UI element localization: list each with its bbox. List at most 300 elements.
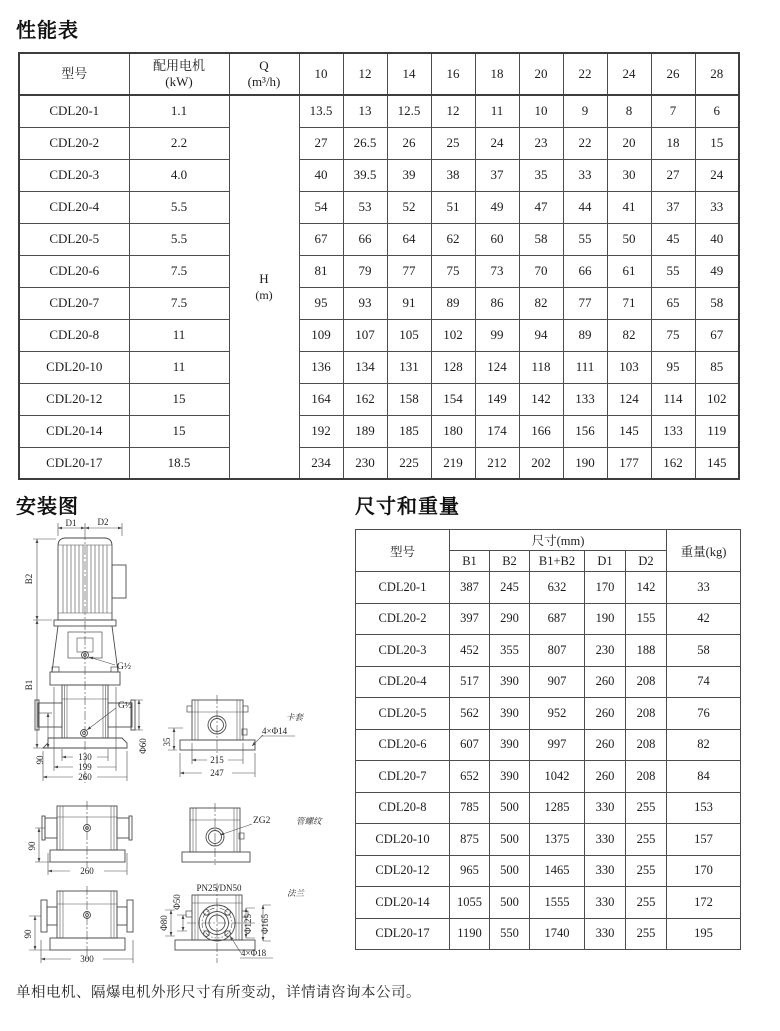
dimension-value-cell: 188 <box>626 635 667 667</box>
head-value-cell: 11 <box>475 95 519 127</box>
model-cell: CDL20-12 <box>19 383 129 415</box>
motor-kw-cell: 4.0 <box>129 159 229 191</box>
head-value-cell: 185 <box>387 415 431 447</box>
pipe-thread-labels <box>253 816 323 826</box>
dimensions-row <box>356 572 741 604</box>
pipe-thread-label: 管螺纹 <box>296 816 322 826</box>
head-value-cell: 136 <box>299 351 343 383</box>
head-value-cell: 79 <box>343 255 387 287</box>
dimension-value-cell: 255 <box>626 887 667 919</box>
g-half-port-1-label: G½ <box>117 662 131 672</box>
phi125-label: Φ125 <box>243 913 253 935</box>
flow-value-header: 14 <box>387 53 431 95</box>
dimension-value-cell: 387 <box>450 572 490 604</box>
dimension-value-cell: 330 <box>585 887 626 919</box>
weight-value-cell: 157 <box>667 824 741 856</box>
dimensions-header-row-1 <box>356 530 741 551</box>
motor-kw-cell: 2.2 <box>129 127 229 159</box>
head-value-cell: 124 <box>475 351 519 383</box>
performance-row <box>19 319 739 351</box>
head-value-cell: 219 <box>431 447 475 479</box>
head-value-cell: 66 <box>563 255 607 287</box>
weight-value-cell: 33 <box>667 572 741 604</box>
head-value-cell: 60 <box>475 223 519 255</box>
weight-value-cell: 195 <box>667 918 741 950</box>
dimension-value-cell: 807 <box>530 635 585 667</box>
motor-kw-cell: 15 <box>129 415 229 447</box>
dimensions-row <box>356 792 741 824</box>
dimension-value-cell: 170 <box>585 572 626 604</box>
dimension-value-cell: 190 <box>585 603 626 635</box>
dimension-value-cell: 255 <box>626 918 667 950</box>
dimension-value-cell: 500 <box>490 887 530 919</box>
dimension-value-cell: 260 <box>585 761 626 793</box>
head-value-cell: 35 <box>519 159 563 191</box>
model-cell: CDL20-5 <box>19 223 129 255</box>
head-value-cell: 111 <box>563 351 607 383</box>
head-value-cell: 174 <box>475 415 519 447</box>
weight-value-cell: 74 <box>667 666 741 698</box>
dimensions-row <box>356 761 741 793</box>
motor-kw-cell: 5.5 <box>129 223 229 255</box>
head-value-cell: 189 <box>343 415 387 447</box>
head-value-cell: 45 <box>651 223 695 255</box>
model-cell: CDL20-3 <box>19 159 129 191</box>
head-value-cell: 33 <box>563 159 607 191</box>
head-value-cell: 149 <box>475 383 519 415</box>
flow-value-header: 28 <box>695 53 739 95</box>
head-value-cell: 119 <box>695 415 739 447</box>
dimension-value-cell: 965 <box>450 855 490 887</box>
bolt-4x18-label: 4×Φ18 <box>241 948 267 958</box>
dimension-value-cell: 155 <box>626 603 667 635</box>
clamp-connection-view <box>168 695 295 777</box>
dimensions-table <box>355 529 741 950</box>
dimension-value-cell: 952 <box>530 698 585 730</box>
g-half-port-2-label: G½ <box>118 701 132 711</box>
head-value-cell: 145 <box>607 415 651 447</box>
head-value-cell: 39.5 <box>343 159 387 191</box>
dimension-value-cell: 652 <box>450 761 490 793</box>
flow-value-header: 24 <box>607 53 651 95</box>
head-value-cell: 40 <box>695 223 739 255</box>
weight-value-cell: 42 <box>667 603 741 635</box>
head-value-cell: 85 <box>695 351 739 383</box>
head-value-cell: 55 <box>651 255 695 287</box>
head-value-cell: 12.5 <box>387 95 431 127</box>
head-value-cell: 49 <box>695 255 739 287</box>
head-value-cell: 102 <box>431 319 475 351</box>
base-view-260 <box>35 801 132 875</box>
head-value-cell: 55 <box>563 223 607 255</box>
dimension-value-cell: 390 <box>490 698 530 730</box>
motor-col-header: 配用电机 (kW) <box>129 53 229 95</box>
head-value-cell: 225 <box>387 447 431 479</box>
dim-215-label: 215 <box>210 755 224 765</box>
head-value-cell: 37 <box>651 191 695 223</box>
dimensions-row <box>356 666 741 698</box>
dimension-value-cell: 1190 <box>450 918 490 950</box>
dimension-value-cell: 907 <box>530 666 585 698</box>
performance-section-title: 性能表 <box>16 20 79 42</box>
model-cell: CDL20-17 <box>356 918 450 950</box>
clamp-type-label: 卡套 <box>286 712 304 722</box>
dimension-value-cell: 330 <box>585 824 626 856</box>
head-value-cell: 13.5 <box>299 95 343 127</box>
head-value-cell: 128 <box>431 351 475 383</box>
head-value-cell: 41 <box>607 191 651 223</box>
head-value-cell: 26.5 <box>343 127 387 159</box>
dimension-value-cell: 1042 <box>530 761 585 793</box>
head-value-cell: 95 <box>299 287 343 319</box>
col-header-b1: B1 <box>450 551 490 572</box>
head-value-cell: 82 <box>519 287 563 319</box>
performance-row <box>19 223 739 255</box>
head-value-cell: 40 <box>299 159 343 191</box>
head-value-cell: 12 <box>431 95 475 127</box>
head-value-cell: 131 <box>387 351 431 383</box>
head-value-cell: 75 <box>431 255 475 287</box>
dimension-value-cell: 255 <box>626 792 667 824</box>
head-value-cell: 33 <box>695 191 739 223</box>
dim-d1-label: D1 <box>65 518 77 528</box>
head-value-cell: 105 <box>387 319 431 351</box>
dimension-value-cell: 290 <box>490 603 530 635</box>
head-value-cell: 50 <box>607 223 651 255</box>
performance-row <box>19 191 739 223</box>
dim-group-header: 尺寸(mm) <box>450 530 667 551</box>
dimension-value-cell: 500 <box>490 855 530 887</box>
head-value-cell: 65 <box>651 287 695 319</box>
bolt-4x14-label: 4×Φ14 <box>262 726 288 736</box>
dim-phi60-label: Φ60 <box>138 738 148 754</box>
col-header-d1: D1 <box>585 551 626 572</box>
head-value-cell: 25 <box>431 127 475 159</box>
head-value-cell: 164 <box>299 383 343 415</box>
clamp-view-labels <box>162 712 305 778</box>
model-cell: CDL20-8 <box>19 319 129 351</box>
dimension-value-cell: 1555 <box>530 887 585 919</box>
dimensions-table-body <box>356 572 741 950</box>
phi165-label: Φ165 <box>260 913 270 935</box>
dimensions-row <box>356 729 741 761</box>
head-value-cell: 158 <box>387 383 431 415</box>
head-value-cell: 134 <box>343 351 387 383</box>
head-value-cell: 49 <box>475 191 519 223</box>
dimension-value-cell: 245 <box>490 572 530 604</box>
performance-row <box>19 159 739 191</box>
dimension-value-cell: 632 <box>530 572 585 604</box>
dimensions-row <box>356 698 741 730</box>
dimension-value-cell: 208 <box>626 761 667 793</box>
phi50-label: Φ50 <box>172 894 182 910</box>
head-value-cell: 94 <box>519 319 563 351</box>
head-value-cell: 47 <box>519 191 563 223</box>
head-value-cell: 27 <box>299 127 343 159</box>
head-value-cell: 38 <box>431 159 475 191</box>
dimension-value-cell: 260 <box>585 698 626 730</box>
flow-value-header: 20 <box>519 53 563 95</box>
flange-view-labels <box>159 883 306 958</box>
head-value-cell: 22 <box>563 127 607 159</box>
dimension-value-cell: 1465 <box>530 855 585 887</box>
dimension-value-cell: 330 <box>585 855 626 887</box>
dim-199-label: 199 <box>78 762 92 772</box>
head-value-cell: 142 <box>519 383 563 415</box>
dimension-value-cell: 390 <box>490 666 530 698</box>
dimension-value-cell: 255 <box>626 855 667 887</box>
dimension-value-cell: 550 <box>490 918 530 950</box>
model-cell: CDL20-4 <box>356 666 450 698</box>
head-value-cell: 66 <box>343 223 387 255</box>
dimension-value-cell: 997 <box>530 729 585 761</box>
head-value-cell: 162 <box>651 447 695 479</box>
head-value-cell: 124 <box>607 383 651 415</box>
head-value-cell: 107 <box>343 319 387 351</box>
weight-value-cell: 170 <box>667 855 741 887</box>
phi80-label: Φ80 <box>159 915 169 931</box>
col-header-d2: D2 <box>626 551 667 572</box>
performance-row <box>19 383 739 415</box>
installation-section-title: 安装图 <box>16 496 79 518</box>
zg2-label: ZG2 <box>253 816 271 826</box>
head-value-cell: 82 <box>607 319 651 351</box>
performance-header-row <box>19 53 739 95</box>
dimension-value-cell: 500 <box>490 824 530 856</box>
dim-model-col-header: 型号 <box>356 530 450 572</box>
motor-kw-cell: 1.1 <box>129 95 229 127</box>
model-cell: CDL20-2 <box>356 603 450 635</box>
model-cell: CDL20-4 <box>19 191 129 223</box>
head-value-cell: 53 <box>343 191 387 223</box>
motor-kw-cell: 18.5 <box>129 447 229 479</box>
dimension-value-cell: 330 <box>585 792 626 824</box>
weight-value-cell: 76 <box>667 698 741 730</box>
dim-b1-label: B1 <box>24 679 34 691</box>
pump-front-view <box>35 531 135 783</box>
model-cell: CDL20-7 <box>19 287 129 319</box>
head-value-cell: 24 <box>695 159 739 191</box>
head-value-cell: 26 <box>387 127 431 159</box>
flow-value-header: 22 <box>563 53 607 95</box>
dimension-value-cell: 1740 <box>530 918 585 950</box>
dimension-value-cell: 355 <box>490 635 530 667</box>
dimension-value-cell: 500 <box>490 792 530 824</box>
head-value-cell: 9 <box>563 95 607 127</box>
dimensions-row <box>356 824 741 856</box>
head-value-cell: 192 <box>299 415 343 447</box>
motor-kw-cell: 7.5 <box>129 255 229 287</box>
pn25-dn50-label: PN25/DN50 <box>196 883 242 893</box>
dimension-value-cell: 255 <box>626 824 667 856</box>
head-value-cell: 77 <box>387 255 431 287</box>
head-value-cell: 102 <box>695 383 739 415</box>
dimension-value-cell: 260 <box>585 729 626 761</box>
head-value-cell: 103 <box>607 351 651 383</box>
performance-table-body <box>19 95 739 479</box>
head-value-cell: 64 <box>387 223 431 255</box>
dimension-value-cell: 517 <box>450 666 490 698</box>
model-cell: CDL20-8 <box>356 792 450 824</box>
head-value-cell: 73 <box>475 255 519 287</box>
performance-row <box>19 95 739 127</box>
dimension-value-cell: 875 <box>450 824 490 856</box>
head-value-cell: 52 <box>387 191 431 223</box>
head-value-cell: 133 <box>563 383 607 415</box>
flange-type-label: 法兰 <box>287 888 305 898</box>
head-value-cell: 99 <box>475 319 519 351</box>
head-value-cell: 37 <box>475 159 519 191</box>
model-cell: CDL20-1 <box>19 95 129 127</box>
installation-diagram <box>15 515 360 985</box>
head-value-cell: 95 <box>651 351 695 383</box>
bot-dim-90-label: 90 <box>23 929 33 939</box>
head-value-cell: 190 <box>563 447 607 479</box>
flow-value-header: 16 <box>431 53 475 95</box>
performance-row <box>19 287 739 319</box>
bot-dim-300-label: 300 <box>80 954 94 964</box>
dimension-value-cell: 208 <box>626 666 667 698</box>
head-value-cell: 234 <box>299 447 343 479</box>
dimension-value-cell: 452 <box>450 635 490 667</box>
dimension-value-cell: 785 <box>450 792 490 824</box>
dim-130-label: 130 <box>78 752 92 762</box>
head-value-cell: 91 <box>387 287 431 319</box>
head-value-cell: 27 <box>651 159 695 191</box>
footnote-text: 单相电机、隔爆电机外形尺寸有所变动，详情请咨询本公司。 <box>16 985 421 1001</box>
head-value-cell: 44 <box>563 191 607 223</box>
head-value-cell: 58 <box>695 287 739 319</box>
weight-col-header: 重量(kg) <box>667 530 741 572</box>
head-value-cell: 212 <box>475 447 519 479</box>
motor-kw-cell: 11 <box>129 319 229 351</box>
head-value-cell: 109 <box>299 319 343 351</box>
head-value-cell: 71 <box>607 287 651 319</box>
mid-dim-260-label: 260 <box>80 866 94 876</box>
flow-col-header: Q (m³/h) <box>229 53 299 95</box>
col-header-b2: B2 <box>490 551 530 572</box>
dimension-value-cell: 397 <box>450 603 490 635</box>
head-unit-merged-cell: H (m) <box>229 95 299 479</box>
performance-row <box>19 127 739 159</box>
dimensions-row <box>356 918 741 950</box>
dimension-value-cell: 562 <box>450 698 490 730</box>
head-value-cell: 93 <box>343 287 387 319</box>
head-value-cell: 61 <box>607 255 651 287</box>
dimension-value-cell: 142 <box>626 572 667 604</box>
head-value-cell: 51 <box>431 191 475 223</box>
head-value-cell: 67 <box>299 223 343 255</box>
head-value-cell: 77 <box>563 287 607 319</box>
head-value-cell: 202 <box>519 447 563 479</box>
head-value-cell: 180 <box>431 415 475 447</box>
head-value-cell: 154 <box>431 383 475 415</box>
motor-kw-cell: 5.5 <box>129 191 229 223</box>
dimension-value-cell: 230 <box>585 635 626 667</box>
head-value-cell: 118 <box>519 351 563 383</box>
head-value-cell: 39 <box>387 159 431 191</box>
dimension-value-cell: 330 <box>585 918 626 950</box>
head-value-cell: 67 <box>695 319 739 351</box>
base-view-300 <box>29 886 133 963</box>
dim-35-label: 35 <box>162 737 172 747</box>
head-value-cell: 13 <box>343 95 387 127</box>
model-cell: CDL20-12 <box>356 855 450 887</box>
model-cell: CDL20-6 <box>356 729 450 761</box>
model-cell: CDL20-7 <box>356 761 450 793</box>
performance-row <box>19 255 739 287</box>
performance-row <box>19 415 739 447</box>
head-value-cell: 177 <box>607 447 651 479</box>
model-cell: CDL20-5 <box>356 698 450 730</box>
dimension-value-cell: 390 <box>490 761 530 793</box>
flow-value-header: 12 <box>343 53 387 95</box>
head-value-cell: 8 <box>607 95 651 127</box>
dim-247-label: 247 <box>210 768 224 778</box>
model-cell: CDL20-14 <box>19 415 129 447</box>
head-value-cell: 162 <box>343 383 387 415</box>
dim-b2-label: B2 <box>24 573 34 585</box>
head-value-cell: 114 <box>651 383 695 415</box>
dimension-value-cell: 208 <box>626 729 667 761</box>
head-value-cell: 230 <box>343 447 387 479</box>
head-value-cell: 7 <box>651 95 695 127</box>
dim-90-label: 90 <box>35 755 45 765</box>
head-value-cell: 89 <box>431 287 475 319</box>
head-value-cell: 86 <box>475 287 519 319</box>
flow-value-header: 10 <box>299 53 343 95</box>
performance-row <box>19 351 739 383</box>
head-value-cell: 81 <box>299 255 343 287</box>
dim-260-label: 260 <box>78 772 92 782</box>
weight-value-cell: 58 <box>667 635 741 667</box>
motor-kw-cell: 15 <box>129 383 229 415</box>
pump-front-labels <box>24 517 148 782</box>
motor-kw-cell: 11 <box>129 351 229 383</box>
head-value-cell: 75 <box>651 319 695 351</box>
flow-value-header: 26 <box>651 53 695 95</box>
model-cell: CDL20-1 <box>356 572 450 604</box>
head-value-cell: 18 <box>651 127 695 159</box>
dim-d2-label: D2 <box>97 517 109 527</box>
head-value-cell: 30 <box>607 159 651 191</box>
weight-value-cell: 153 <box>667 792 741 824</box>
model-col-header: 型号 <box>19 53 129 95</box>
weight-value-cell: 172 <box>667 887 741 919</box>
dimensions-row <box>356 887 741 919</box>
weight-value-cell: 82 <box>667 729 741 761</box>
head-value-cell: 156 <box>563 415 607 447</box>
motor-kw-cell: 7.5 <box>129 287 229 319</box>
model-cell: CDL20-17 <box>19 447 129 479</box>
col-header-b1b2: B1+B2 <box>530 551 585 572</box>
model-cell: CDL20-6 <box>19 255 129 287</box>
head-value-cell: 145 <box>695 447 739 479</box>
head-value-cell: 133 <box>651 415 695 447</box>
head-value-cell: 20 <box>607 127 651 159</box>
model-cell: CDL20-3 <box>356 635 450 667</box>
performance-row <box>19 447 739 479</box>
dimension-value-cell: 607 <box>450 729 490 761</box>
model-cell: CDL20-10 <box>356 824 450 856</box>
dimensions-section-title: 尺寸和重量 <box>355 496 460 518</box>
head-value-cell: 166 <box>519 415 563 447</box>
model-cell: CDL20-14 <box>356 887 450 919</box>
head-value-cell: 15 <box>695 127 739 159</box>
model-cell: CDL20-10 <box>19 351 129 383</box>
head-value-cell: 10 <box>519 95 563 127</box>
dimensions-row <box>356 635 741 667</box>
